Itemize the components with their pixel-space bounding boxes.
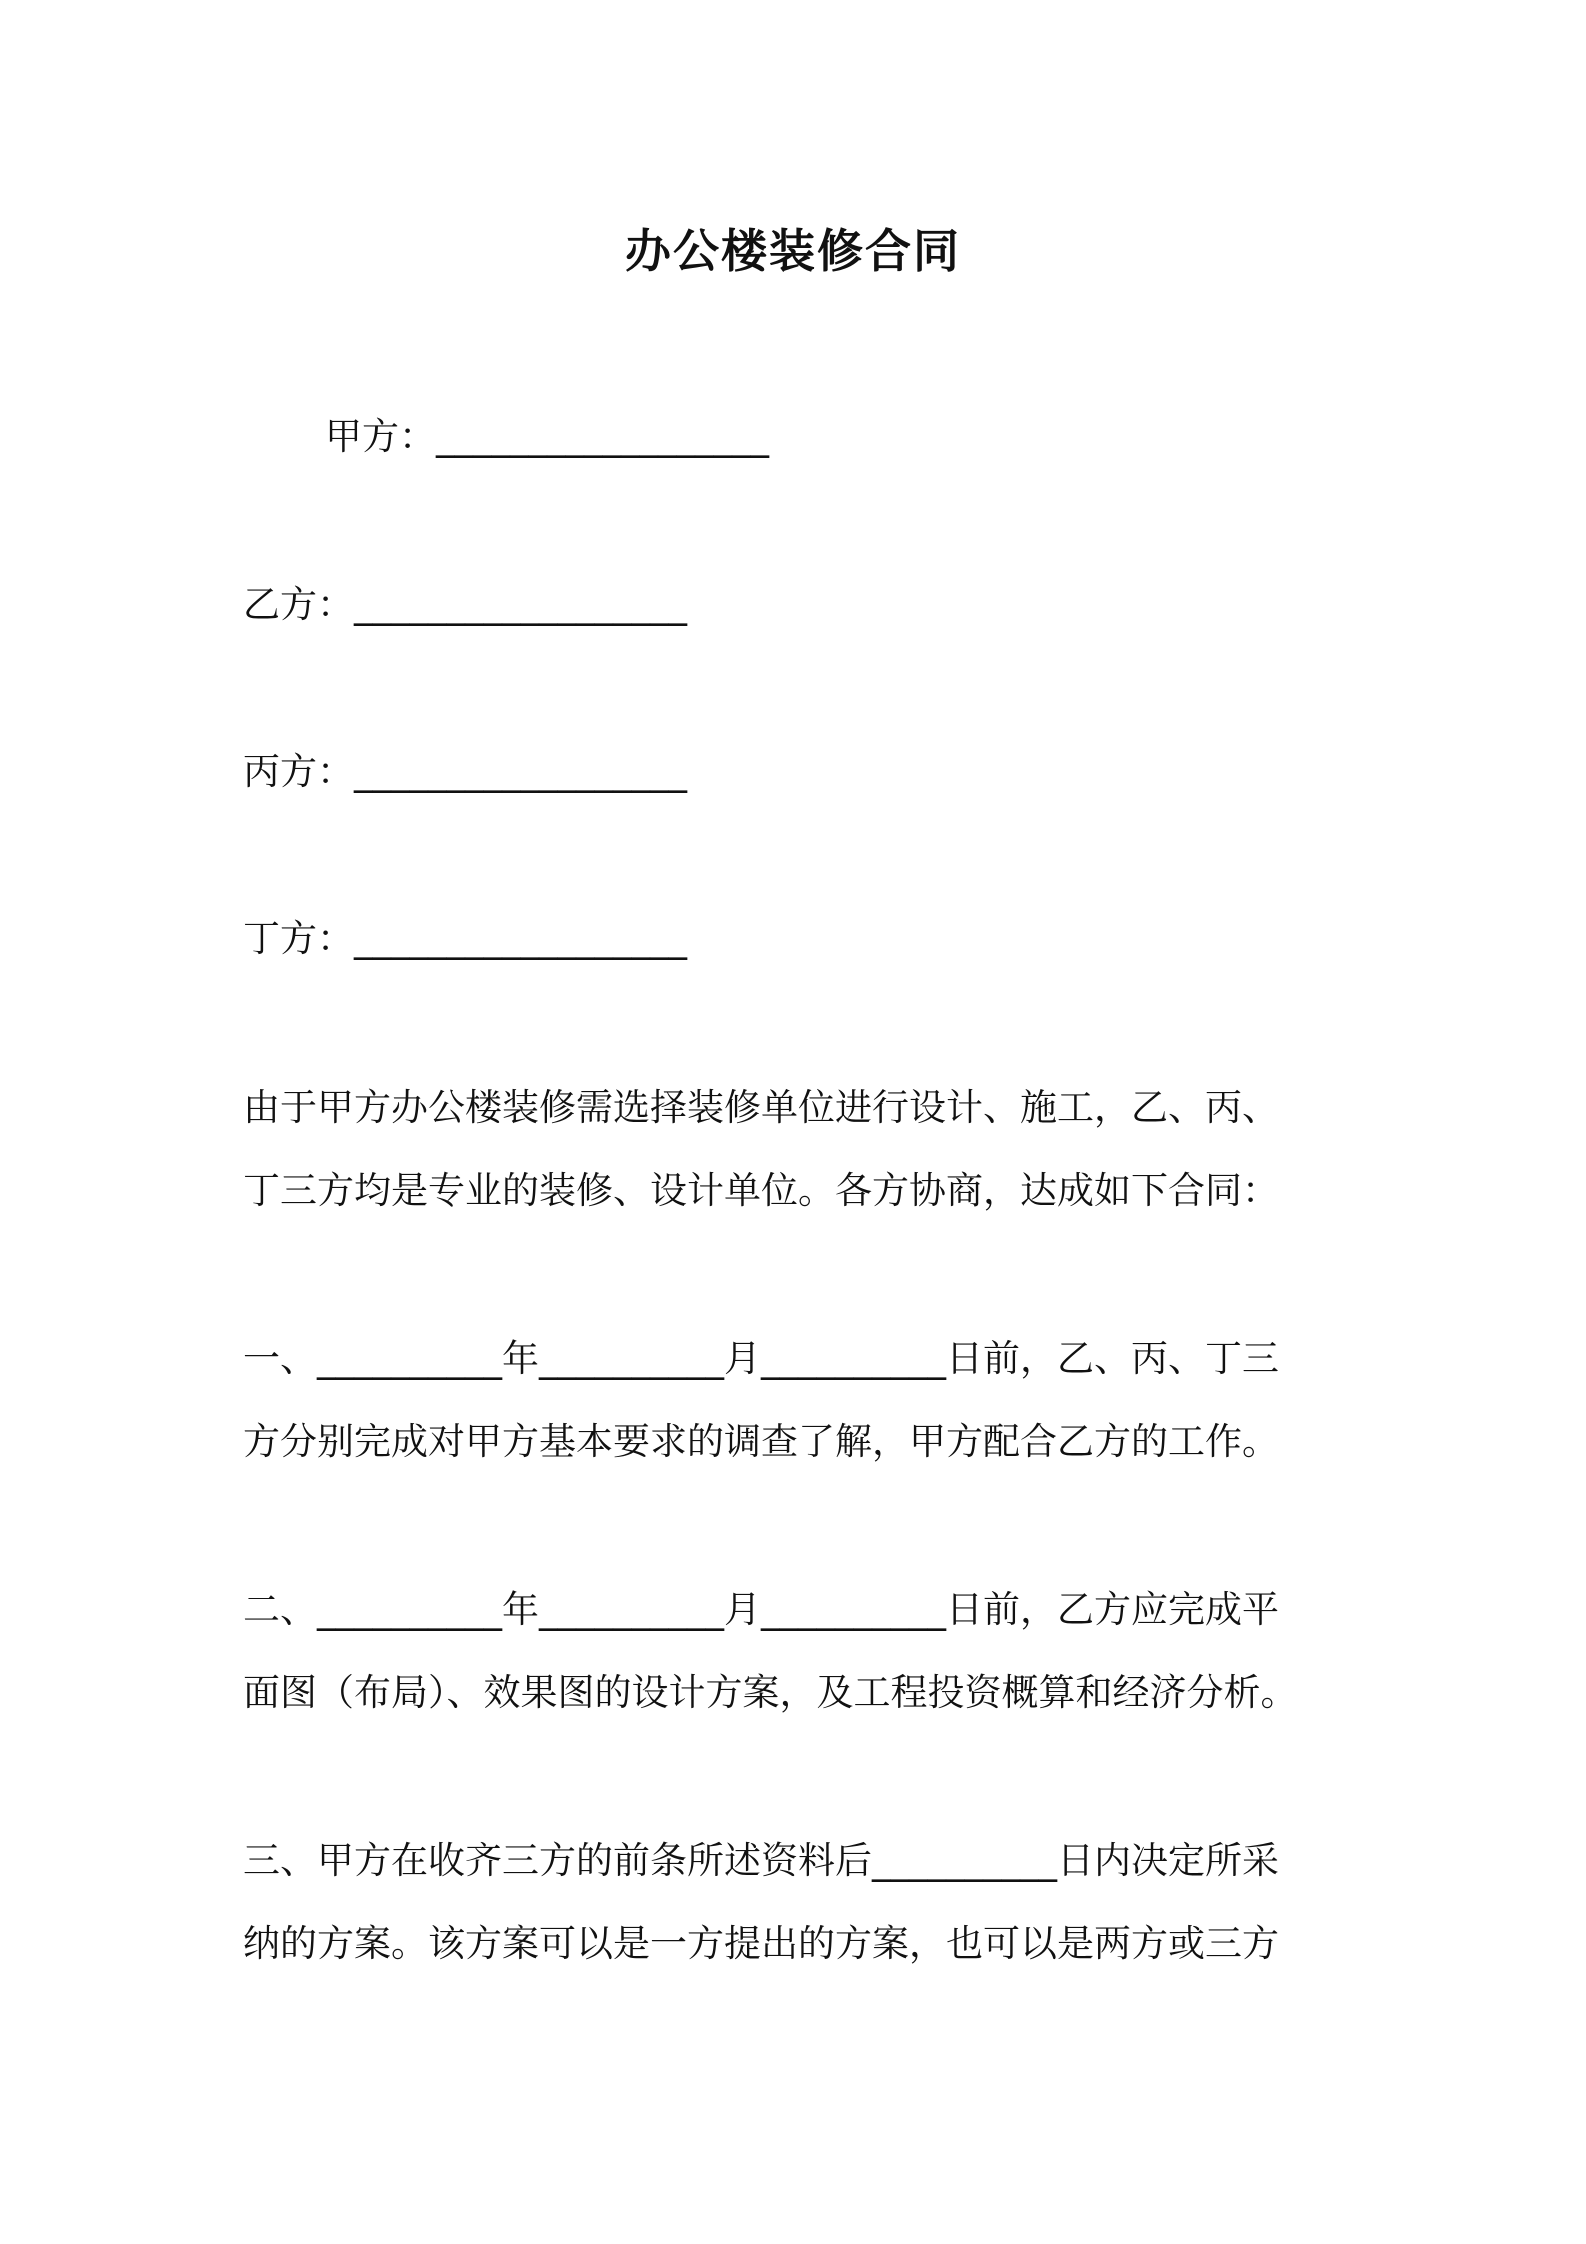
clause-1-line-2: 方分别完成对甲方基本要求的调查了解，甲方配合乙方的工作。 bbox=[243, 1420, 1279, 1463]
document-title: 办公楼装修合同 bbox=[625, 224, 961, 278]
clause-3-line-1: 三、甲方在收齐三方的前条所述资料后__________日内决定所采 bbox=[243, 1839, 1279, 1882]
intro-paragraph-line-1: 由于甲方办公楼装修需选择装修单位进行设计、施工，乙、丙、 bbox=[243, 1086, 1279, 1129]
clause-2-line-1: 二、__________年__________月__________日前，乙方应完成平 bbox=[243, 1588, 1279, 1631]
party-ding-line: 丁方：__________________ bbox=[243, 917, 687, 960]
party-yi-line: 乙方：__________________ bbox=[243, 583, 687, 626]
party-jia-line: 甲方：__________________ bbox=[325, 415, 769, 458]
clause-3-line-2: 纳的方案。该方案可以是一方提出的方案，也可以是两方或三方 bbox=[243, 1922, 1279, 1965]
party-bing-line: 丙方：__________________ bbox=[243, 750, 687, 793]
intro-paragraph-line-2: 丁三方均是专业的装修、设计单位。各方协商，达成如下合同： bbox=[243, 1169, 1279, 1212]
clause-2-line-2: 面图（布局）、效果图的设计方案，及工程投资概算和经济分析。 bbox=[243, 1671, 1298, 1714]
clause-1-line-1: 一、__________年__________月__________日前，乙、丙、丁三 bbox=[243, 1337, 1279, 1380]
